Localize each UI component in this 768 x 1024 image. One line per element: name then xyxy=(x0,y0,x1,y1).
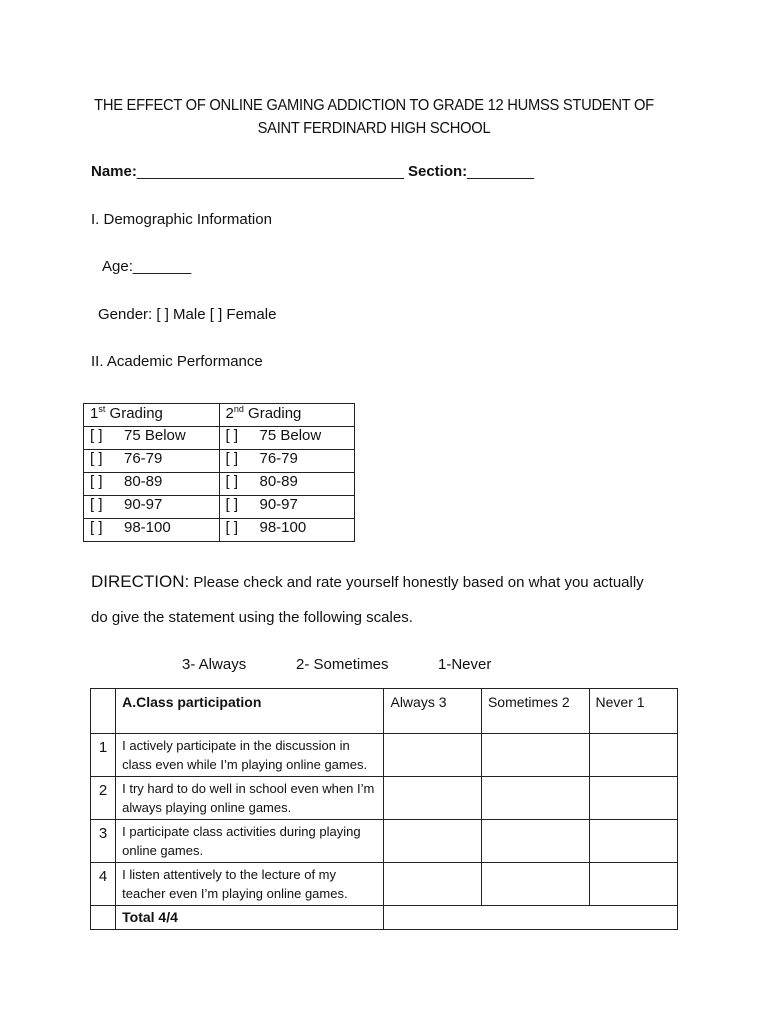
row-number: 4 xyxy=(91,863,116,906)
sometimes-rating-cell[interactable] xyxy=(481,777,589,820)
statement-text: I actively participate in the discussion in class even while I’m playing online games. xyxy=(116,734,384,777)
header-number-cell xyxy=(91,689,116,734)
always-rating-cell[interactable] xyxy=(384,777,481,820)
table-row xyxy=(91,863,678,906)
demographic-heading: I. Demographic Information xyxy=(91,211,272,228)
gender-female-option[interactable]: [ ] Female xyxy=(209,306,277,323)
total-label: Total 4/4 xyxy=(116,906,384,930)
statement-text: I try hard to do well in school even when I’m always playing online games. xyxy=(116,777,384,820)
second-grading-option[interactable]: [ ] 76-79 xyxy=(219,450,355,473)
row-number: 2 xyxy=(91,777,116,820)
sometimes-rating-cell[interactable] xyxy=(481,820,589,863)
row-number: 3 xyxy=(91,820,116,863)
second-grading-option[interactable]: [ ] 90-97 xyxy=(219,496,355,519)
direction-label: DIRECTION: xyxy=(91,572,190,591)
gender-line xyxy=(98,306,276,323)
scale-never: 1-Never xyxy=(438,656,492,673)
first-grading-option[interactable]: [ ] 98-100 xyxy=(84,519,220,542)
age-label: Age: xyxy=(102,258,133,275)
sometimes-rating-cell[interactable] xyxy=(481,863,589,906)
total-number-cell xyxy=(91,906,116,930)
grading-row xyxy=(84,519,355,542)
section-label: Section: xyxy=(407,163,468,180)
direction-line-1 xyxy=(91,572,644,592)
direction-text-1: Please check and rate yourself honestly based on what you actually xyxy=(189,574,644,591)
gender-label: Gender: xyxy=(98,306,153,323)
second-grading-option[interactable]: [ ] 80-89 xyxy=(219,473,355,496)
always-rating-cell[interactable] xyxy=(384,820,481,863)
second-grading-header: 2nd Grading xyxy=(219,404,355,427)
name-section-line xyxy=(91,163,534,180)
grading-row xyxy=(84,450,355,473)
always-rating-cell[interactable] xyxy=(384,734,481,777)
age-blank[interactable]: _______ xyxy=(132,258,192,275)
never-rating-cell[interactable] xyxy=(589,863,677,906)
second-grading-option[interactable]: [ ] 75 Below xyxy=(219,427,355,450)
grading-table xyxy=(83,403,355,542)
section-blank[interactable]: ________ xyxy=(467,163,534,180)
document-title xyxy=(67,94,682,140)
first-grading-option[interactable]: [ ] 80-89 xyxy=(84,473,220,496)
name-label: Name: xyxy=(91,163,137,180)
first-grading-option[interactable]: [ ] 90-97 xyxy=(84,496,220,519)
never-rating-cell[interactable] xyxy=(589,820,677,863)
total-row xyxy=(91,906,678,930)
never-rating-cell[interactable] xyxy=(589,734,677,777)
first-grading-option[interactable]: [ ] 76-79 xyxy=(84,450,220,473)
grading-header-row xyxy=(84,404,355,427)
first-grading-option[interactable]: [ ] 75 Below xyxy=(84,427,220,450)
never-rating-cell[interactable] xyxy=(589,777,677,820)
row-number: 1 xyxy=(91,734,116,777)
grading-row xyxy=(84,496,355,519)
academic-heading: II. Academic Performance xyxy=(91,353,263,370)
always-rating-cell[interactable] xyxy=(384,863,481,906)
never-header: Never 1 xyxy=(589,689,677,734)
rating-header-row xyxy=(91,689,678,734)
sometimes-header: Sometimes 2 xyxy=(481,689,589,734)
title-line-1: THE EFFECT OF ONLINE GAMING ADDICTION TO GRADE 12 HUMSS STUDENT OF xyxy=(94,97,654,114)
age-line xyxy=(102,258,191,275)
scale-always: 3- Always xyxy=(182,656,247,673)
total-value-cell[interactable] xyxy=(384,906,678,930)
direction-line-2: do give the statement using the following scales. xyxy=(91,609,413,626)
grading-row xyxy=(84,427,355,450)
class-participation-header: A.Class participation xyxy=(116,689,384,734)
name-blank[interactable]: ________________________________ xyxy=(136,163,404,180)
statement-text: I listen attentively to the lecture of my teacher even I’m playing online games. xyxy=(116,863,384,906)
first-grading-header: 1st Grading xyxy=(84,404,220,427)
table-row xyxy=(91,820,678,863)
table-row xyxy=(91,777,678,820)
title-line-2: SAINT FERDINARD HIGH SCHOOL xyxy=(257,120,491,137)
statement-text: I participate class activities during playing online games. xyxy=(116,820,384,863)
second-grading-option[interactable]: [ ] 98-100 xyxy=(219,519,355,542)
class-participation-table xyxy=(90,688,678,930)
always-header: Always 3 xyxy=(384,689,481,734)
gender-male-option[interactable]: [ ] Male xyxy=(156,306,206,323)
grading-row xyxy=(84,473,355,496)
sometimes-rating-cell[interactable] xyxy=(481,734,589,777)
table-row xyxy=(91,734,678,777)
scale-sometimes: 2- Sometimes xyxy=(296,656,389,673)
